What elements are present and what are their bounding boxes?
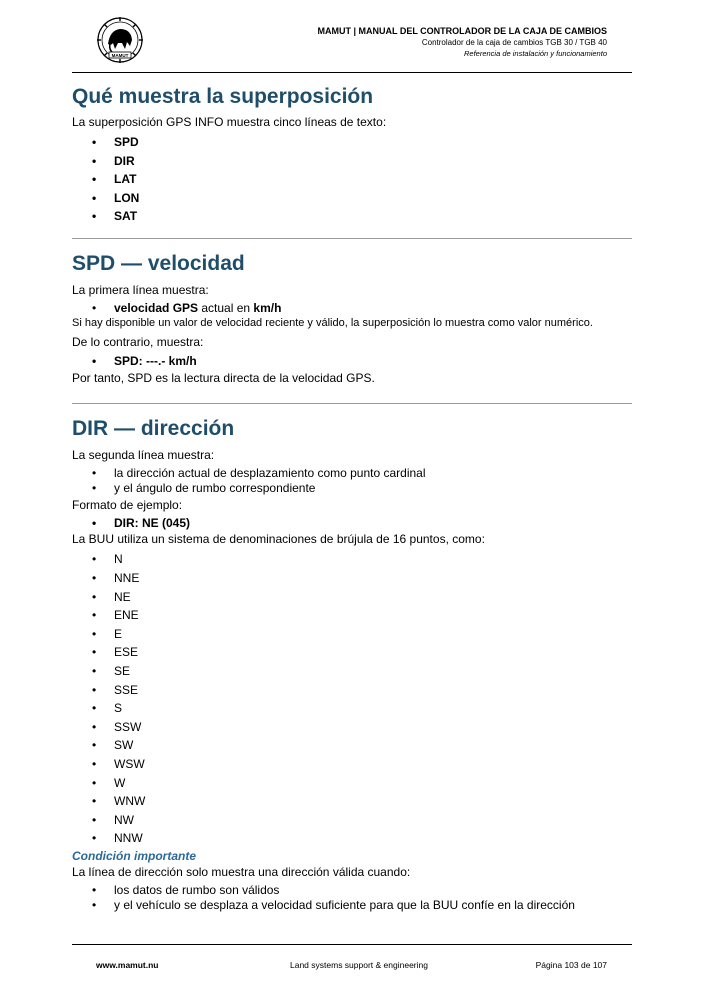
list-item: • y el ángulo de rumbo correspondiente xyxy=(72,481,632,497)
list-item: • W xyxy=(72,774,632,793)
list-item: • NNE xyxy=(72,569,632,588)
list-item: • DIR: NE (045) xyxy=(72,516,632,532)
spd-intro: La primera línea muestra: xyxy=(72,282,209,297)
footer-page-number: Página 103 de 107 xyxy=(535,960,607,970)
spd-item-unit: km/h xyxy=(253,300,282,315)
footer-tagline: Land systems support & engineering xyxy=(290,960,428,970)
list-item: • LON xyxy=(72,189,632,208)
section-heading-overlay: Qué muestra la superposición xyxy=(72,85,374,108)
list-item: • SPD xyxy=(72,133,632,152)
list-item: • los datos de rumbo son válidos xyxy=(72,883,632,899)
spd-otherwise: De lo contrario, muestra: xyxy=(72,335,204,350)
list-item: • SSE xyxy=(72,681,632,700)
list-item: • SPD: ---.- km/h xyxy=(72,354,632,370)
list-item: • SAT xyxy=(72,207,632,226)
overlay-intro: La superposición GPS INFO muestra cinco líneas de texto: xyxy=(72,115,387,129)
header-subtitle: Controlador de la caja de cambios TGB 30 / TGB 40 xyxy=(421,38,607,47)
list-item: • S xyxy=(72,699,632,718)
list-item: • SSW xyxy=(72,718,632,737)
dir-compass-intro: La BUU utiliza un sistema de denominaciones de brújula de 16 puntos, como: xyxy=(72,532,485,547)
list-item: • SW xyxy=(72,736,632,755)
list-item: • NW xyxy=(72,811,632,830)
dir-example-list xyxy=(72,516,632,532)
page-content xyxy=(72,84,632,914)
spd-item-bold: velocidad GPS xyxy=(114,300,199,315)
list-item: • ENE xyxy=(72,606,632,625)
condition-subheading: Condición importante xyxy=(72,848,196,863)
list-item: • N xyxy=(72,550,632,569)
page-header xyxy=(317,25,607,59)
list-item: • E xyxy=(72,625,632,644)
list-item: • WNW xyxy=(72,792,632,811)
overlay-list xyxy=(72,133,632,226)
dir-format-label: Formato de ejemplo: xyxy=(72,497,183,512)
list-item: • SE xyxy=(72,662,632,681)
header-divider xyxy=(72,72,632,73)
section-heading-dir: DIR — dirección xyxy=(72,416,235,440)
spd-closing: Por tanto, SPD es la lectura directa de la velocidad GPS. xyxy=(72,370,375,385)
spd-list xyxy=(72,301,632,317)
list-item xyxy=(72,301,632,317)
list-item: • WSW xyxy=(72,755,632,774)
section-heading-spd: SPD — velocidad xyxy=(72,251,245,275)
dir-list xyxy=(72,466,632,497)
list-item: • NNW xyxy=(72,829,632,848)
mamut-logo xyxy=(94,16,146,64)
list-item: • DIR xyxy=(72,152,632,171)
section-divider xyxy=(72,238,632,239)
spd-note: Si hay disponible un valor de velocidad reciente y válido, la superposición lo muestra como valor numérico. xyxy=(72,317,593,330)
list-item: • LAT xyxy=(72,170,632,189)
dir-intro: La segunda línea muestra: xyxy=(72,447,215,462)
compass-list xyxy=(72,550,632,848)
svg-text:MAMUT: MAMUT xyxy=(111,53,129,58)
header-subtitle-italic: Referencia de instalación y funcionamiento xyxy=(463,49,607,58)
spd-fallback-list xyxy=(72,354,632,370)
condition-intro: La línea de dirección solo muestra una dirección válida cuando: xyxy=(72,864,411,879)
list-item: • la dirección actual de desplazamiento como punto cardinal xyxy=(72,466,632,482)
list-item: • y el vehículo se desplaza a velocidad suficiente para que la BUU confíe en la dirección xyxy=(72,898,632,914)
footer-website: www.mamut.nu xyxy=(96,960,159,970)
list-item: • ESE xyxy=(72,643,632,662)
header-title: MAMUT | MANUAL DEL CONTROLADOR DE LA CAJA DE CAMBIOS xyxy=(317,26,607,36)
section-divider xyxy=(72,403,632,404)
footer-divider xyxy=(72,944,632,945)
list-item: • NE xyxy=(72,588,632,607)
condition-list xyxy=(72,883,632,914)
spd-item-text: actual en xyxy=(198,300,254,315)
